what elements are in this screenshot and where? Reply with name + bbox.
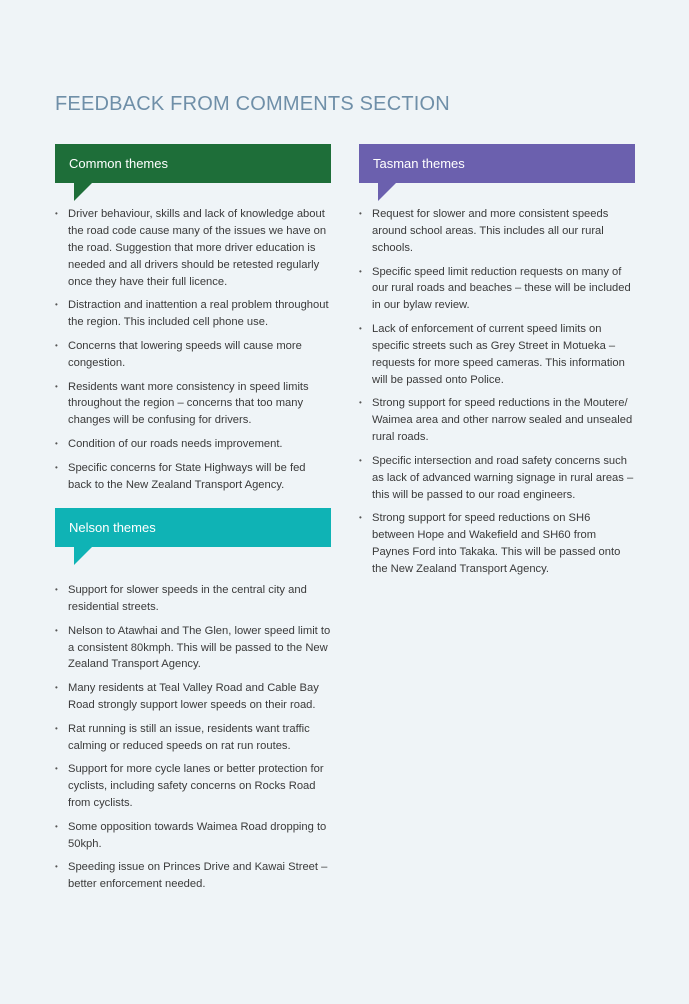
list-item: • Many residents at Teal Valley Road and Cable Bay Road strongly support lower speeds on their road. [55,680,331,714]
list-item: • Lack of enforcement of current speed limits on specific streets such as Grey Street in Motueka – requests for more speed cameras. This information will be passed onto Police. [359,321,635,389]
list-item: • Support for more cycle lanes or better protection for cyclists, including safety concerns on Rocks Road from cyclists. [55,761,331,812]
list-item: • Nelson to Atawhai and The Glen, lower speed limit to a consistent 80kmph. This will be passed to the New Zealand Transport Agency. [55,623,331,674]
banner-pointer [378,183,396,201]
list-item: • Condition of our roads needs improvement. [55,436,331,453]
list-item: • Speeding issue on Princes Drive and Kawai Street – better enforcement needed. [55,859,331,893]
list-item: • Strong support for speed reductions in the Moutere/ Waimea area and other narrow sealed and unsealed rural roads. [359,395,635,446]
list-item: • Strong support for speed reductions on SH6 between Hope and Wakefield and SH60 from Paynes Ford into Takaka. This will be passed onto the New Zealand Transport Agency. [359,510,635,578]
tasman-themes-section [359,144,635,183]
nelson-themes-list [55,582,331,900]
list-item: • Support for slower speeds in the central city and residential streets. [55,582,331,616]
tasman-themes-banner [359,144,635,183]
list-item: • Specific intersection and road safety concerns such as lack of advanced warning signage in rural areas – this will be passed to our road engineers. [359,453,635,504]
nelson-themes-section [55,508,331,547]
nelson-themes-title: Nelson themes [69,520,156,535]
list-item: • Some opposition towards Waimea Road dropping to 50kph. [55,819,331,853]
tasman-themes-title: Tasman themes [373,156,465,171]
list-item: • Request for slower and more consistent speeds around school areas. This includes all our rural schools. [359,206,635,257]
banner-pointer [74,183,92,201]
list-item: • Specific speed limit reduction requests on many of our rural roads and beaches – these will be included in our bylaw review. [359,264,635,315]
page-title: FEEDBACK FROM COMMENTS SECTION [55,93,450,115]
banner-pointer [74,547,92,565]
common-themes-title: Common themes [69,156,168,171]
list-item: • Specific concerns for State Highways will be fed back to the New Zealand Transport Agency. [55,460,331,494]
tasman-themes-list [359,206,635,585]
list-item: • Driver behaviour, skills and lack of knowledge about the road code cause many of the issues we have on the road. Suggestion that more driver education is needed and all drivers should be retested regularly once they have their full licence. [55,206,331,291]
list-item: • Residents want more consistency in speed limits throughout the region – concerns that too many changes will be confusing for drivers. [55,379,331,430]
common-themes-list [55,206,331,500]
list-item: • Rat running is still an issue, residents want traffic calming or reduced speeds on rat run routes. [55,721,331,755]
list-item: • Concerns that lowering speeds will cause more congestion. [55,338,331,372]
list-item: • Distraction and inattention a real problem throughout the region. This included cell phone use. [55,297,331,331]
nelson-themes-banner [55,508,331,547]
common-themes-banner [55,144,331,183]
common-themes-section [55,144,331,183]
